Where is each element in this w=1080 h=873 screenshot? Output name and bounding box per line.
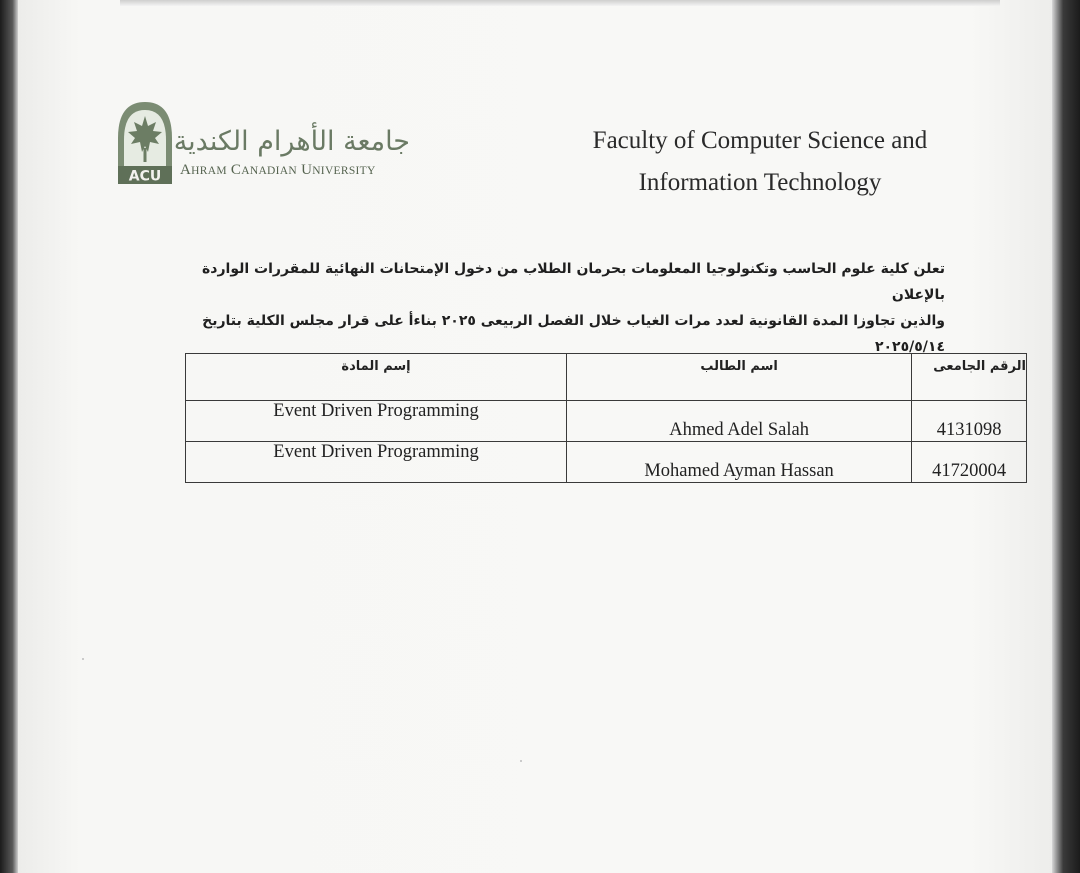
announcement-line-2: والذين تجاوزا المدة القانونية لعدد مرات الغياب خلال الفصل الربيعى ٢٠٢٥ بناءأ على قرار مجلس الكلية بتاريخ [202,313,945,329]
table-header-row [186,354,1027,401]
emblem-text: ACU [128,168,162,184]
scan-left-edge [0,0,18,873]
table-row [186,442,1027,483]
header-student: اسم الطالب [567,354,912,401]
announcement-line-3: ٢٠٢٥/٥/١٤ [874,339,945,355]
university-arabic-name: جامعة الأهرام الكندية [173,126,410,157]
faculty-line-1: Faculty of Computer Science and [592,127,928,154]
cell-subject: Event Driven Programming [186,401,567,442]
header-subject: إسم المادة [186,354,567,401]
cell-university-id: 41720004 [912,442,1027,483]
deprivation-table [185,353,1027,483]
cell-subject: Event Driven Programming [186,442,567,483]
scan-right-edge [1052,0,1080,873]
header-university-id: الرقم الجامعى [912,354,1027,401]
faculty-line-2: Information Technology [638,169,882,196]
ncu-emblem-text [118,166,172,184]
scan-speck [520,760,522,762]
university-logo [112,98,412,188]
cell-university-id: 4131098 [912,401,1027,442]
university-english-name: AHRAM CANADIAN UNIVERSITY [180,162,376,178]
announcement-line-1: تعلن كلية علوم الحاسب وتكنولوجيا المعلومات بحرمان الطلاب من دخول الإمتحانات النهائية للمقررات الواردة بالإعلان [202,261,945,303]
scan-speck [82,658,84,660]
cell-student: Mohamed Ayman Hassan [567,442,912,483]
top-scan-strip [120,0,1000,6]
announcement-text [150,256,945,360]
faculty-heading [560,120,960,204]
cell-student: Ahmed Adel Salah [567,401,912,442]
table-row [186,401,1027,442]
